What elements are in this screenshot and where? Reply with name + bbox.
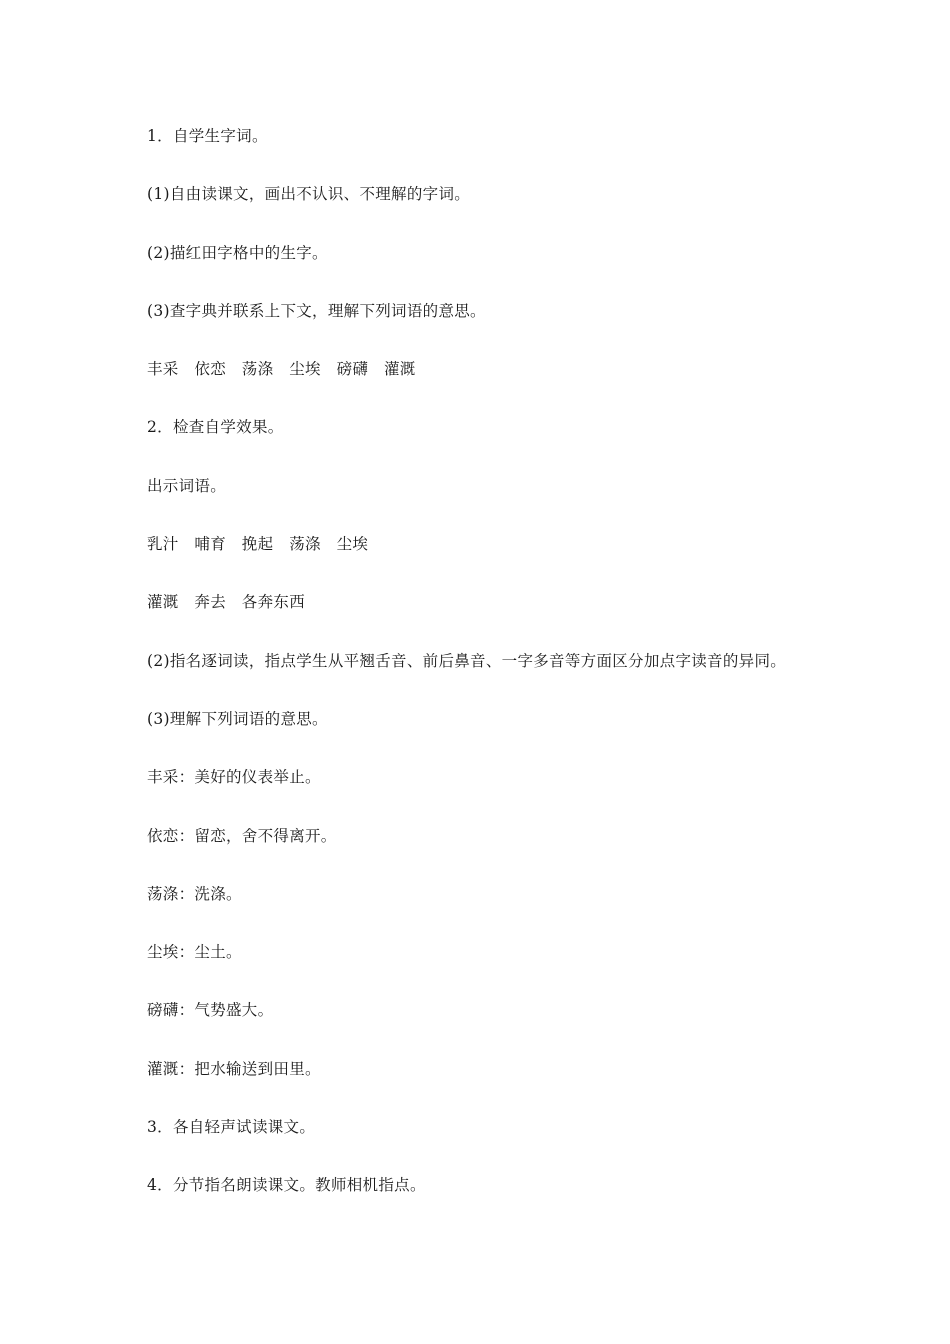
heading-check-effect: 2．检查自学效果。 xyxy=(147,418,284,437)
heading-section-reading: 4．分节指名朗读课文。教师相机指点。 xyxy=(147,1176,426,1195)
paragraph-line: (1)自由读课文，画出不认识、不理解的字词。 xyxy=(147,185,471,204)
definition-line: 依恋：留恋，舍不得离开。 xyxy=(147,826,337,845)
document-body xyxy=(147,124,907,1232)
definition-line: 灌溉：把水输送到田里。 xyxy=(147,1059,321,1078)
heading-read-aloud: 3．各自轻声试读课文。 xyxy=(147,1118,316,1137)
definition-line: 磅礴：气势盛大。 xyxy=(147,1001,274,1020)
definition-line: 丰采：美好的仪表举止。 xyxy=(147,768,321,787)
paragraph-line: (3)理解下列词语的意思。 xyxy=(147,709,328,728)
paragraph-line: 出示词语。 xyxy=(147,476,227,495)
paragraph-line: (2)指名逐词读，指点学生从平翘舌音、前后鼻音、一字多音等方面区分加点字读音的异同。 xyxy=(147,651,787,670)
paragraph-line: (2)描红田字格中的生字。 xyxy=(147,243,328,262)
vocabulary-list: 丰采 依恋 荡涤 尘埃 磅礴 灌溉 xyxy=(147,360,416,379)
paragraph-line: (3)查字典并联系上下文，理解下列词语的意思。 xyxy=(147,301,486,320)
vocabulary-list: 乳汁 哺育 挽起 荡涤 尘埃 xyxy=(147,535,369,554)
vocabulary-list: 灌溉 奔去 各奔东西 xyxy=(147,593,306,612)
definition-line: 尘埃：尘土。 xyxy=(147,943,242,962)
definition-line: 荡涤：洗涤。 xyxy=(147,884,242,903)
heading-self-study: 1．自学生字词。 xyxy=(147,127,268,145)
